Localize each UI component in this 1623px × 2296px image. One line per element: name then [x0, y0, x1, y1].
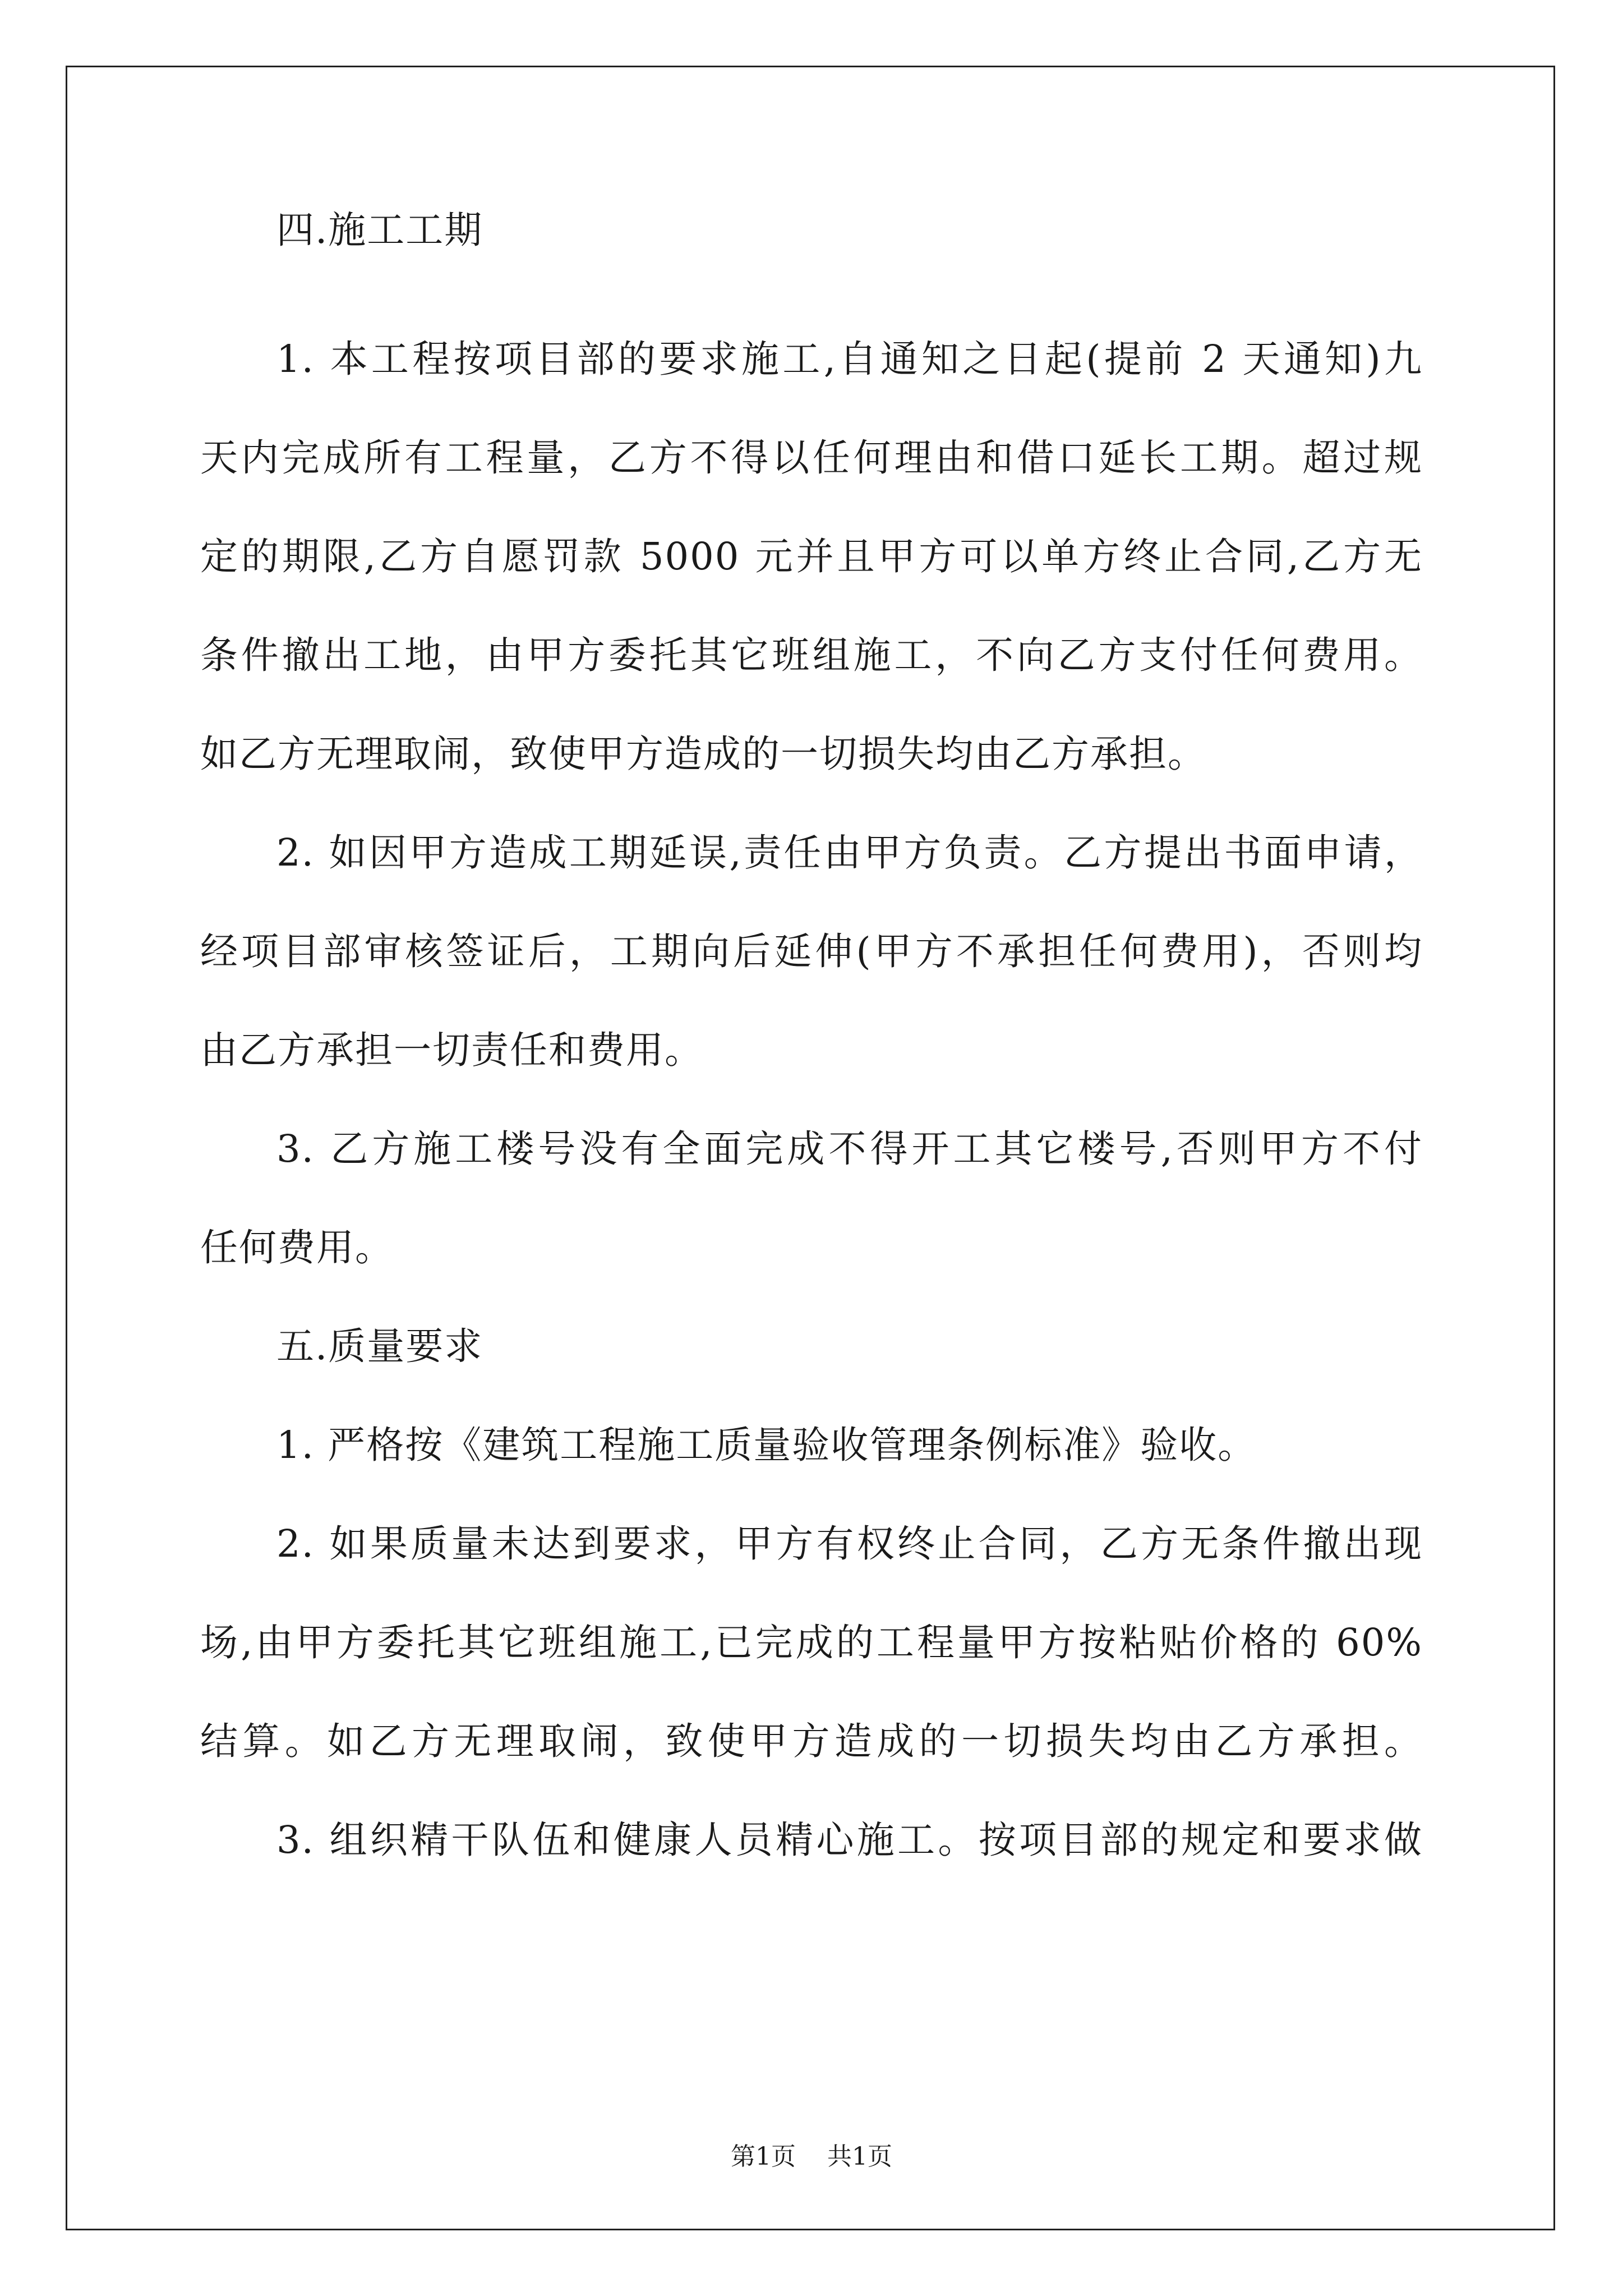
section-heading: 五.质量要求: [276, 1324, 483, 1368]
section-heading: 四.施工工期: [276, 208, 483, 252]
body-line: 3. 组织精干队伍和健康人员精心施工。按项目部的规定和要求做: [276, 1818, 1423, 1862]
body-line: 定的期限,乙方自愿罚款 5000 元并且甲方可以单方终止合同,乙方无: [200, 535, 1423, 578]
page-footer: [0, 2142, 1623, 2172]
body-line: 场,由甲方委托其它班组施工,已完成的工程量甲方按粘贴价格的 60%: [200, 1621, 1423, 1664]
body-line: 2. 如因甲方造成工期延误,责任由甲方负责。乙方提出书面申请，: [276, 831, 1423, 875]
body-line: 1. 本工程按项目部的要求施工,自通知之日起(提前 2 天通知)九: [276, 337, 1423, 381]
body-line: 如乙方无理取闹，致使甲方造成的一切损失均由乙方承担。: [200, 732, 1206, 776]
body-line: 2. 如果质量未达到要求，甲方有权终止合同，乙方无条件撤出现: [276, 1522, 1423, 1566]
body-line: 结算。如乙方无理取闹，致使甲方造成的一切损失均由乙方承担。: [200, 1719, 1423, 1763]
body-line: 1. 严格按《建筑工程施工质量验收管理条例标准》验收。: [276, 1423, 1257, 1467]
body-line: 经项目部审核签证后，工期向后延伸(甲方不承担任何费用)，否则均: [200, 930, 1423, 973]
body-line: 任何费用。: [200, 1226, 394, 1269]
body-line: 3. 乙方施工楼号没有全面完成不得开工其它楼号,否则甲方不付: [276, 1127, 1423, 1171]
body-line: 由乙方承担一切责任和费用。: [200, 1028, 703, 1072]
body-line: 条件撤出工地，由甲方委托其它班组施工，不向乙方支付任何费用。: [200, 633, 1423, 677]
page-total: 共1页: [827, 2142, 892, 2171]
body-line: 天内完成所有工程量，乙方不得以任何理由和借口延长工期。超过规: [200, 436, 1423, 480]
page-number: 第1页: [731, 2142, 796, 2171]
